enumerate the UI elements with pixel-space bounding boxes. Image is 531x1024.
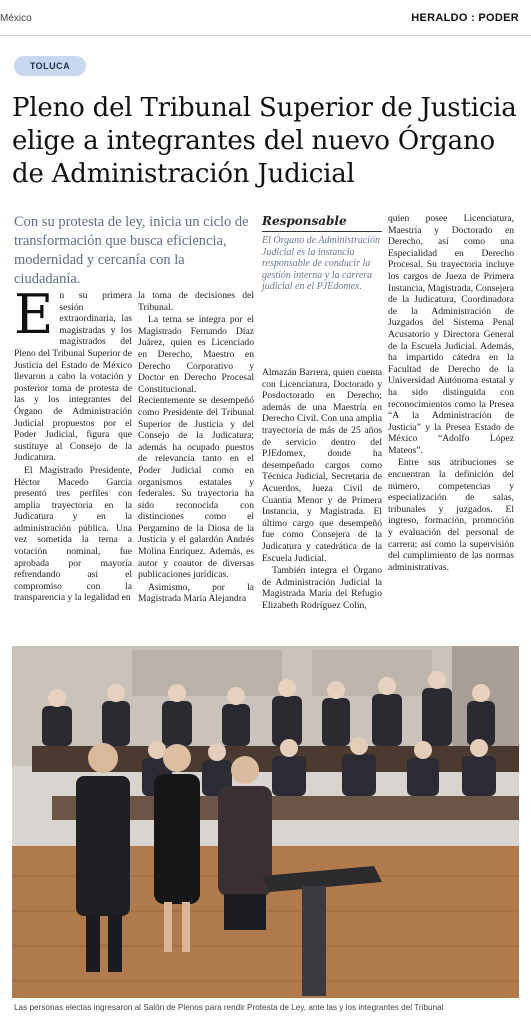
deck-subtitle: Con su protesta de ley, inicia un ciclo de transformación que busca eficiencia, modernidad y cercanía con la ciudadanía.	[14, 214, 249, 287]
headline: Pleno del Tribunal Superior de Justicia elige a integrantes del nuevo Órgano de Administración Judicial	[12, 93, 517, 189]
sidebar-box	[262, 214, 382, 293]
sidebar-title: Responsable	[262, 214, 382, 232]
top-bar	[0, 0, 531, 36]
news-photo	[12, 646, 519, 998]
photo-illustration	[12, 646, 519, 998]
paragraph-text: n su primera sesión extraordinaria, las magistradas y los magistrados del Pleno del Tribunal Superior de Justicia del Estado de México llevaron a cabo la votación y posterior toma de protesta de las y los integrantes del Órgano de Administración Judicial propuestos por el Poder Judicial, figura que sustituye al Consejo de la Judicatura.	[14, 290, 132, 464]
body-column-1	[14, 283, 132, 605]
body-paragraph: La terna se integra por el Magistrado Fernando Díaz Juárez, quien es Licenciado en Derecho, Maestro en Derecho Corporativo y Doctor en Derecho Procesal Constitucional. Recientemente se desempeñó como Presidente del Tribunal Superior de Justicia y del Consejo de la Judicatura; además ha ocupado puestos de relevancia tanto en el Poder Judicial como en organismos estatales y federales. Su trayectoria ha sido reconocida con distinciones como el Pergamino de la Diosa de la Justicia y el galardón Andrés Molina Enríquez. Además, es autor y coautor de diversas publicaciones jurídicas.	[138, 314, 254, 581]
newspaper-brand: HERALDO : PODER	[411, 12, 519, 24]
body-column-3	[262, 367, 382, 612]
body-paragraph: Entre sus atribuciones se encuentran la definición del número, competencias y especialización de salas, tribunales y juzgados. El ingreso, formación, promoción y evaluación del personal de carrera; así como la supervisión del cumplimiento de las normas administrativas.	[388, 457, 514, 573]
body-paragraph	[14, 283, 132, 464]
body-paragraph: Almazán Barrera, quien cuenta con Licenciatura, Doctorado y Posdoctorado en Derecho; además de una Maestría en Derecho Civil. Con una amplia trayectoria de más de 25 años de servicio dentro del PJEdomex, donde ha desempeñado cargos como Técnica Judicial, Secretaria de Acuerdos, Jueza Civil de Cuantía Menor y de Primera Instancia, y Magistrada. El último cargo que desempeñó fue como Consejera de la Judicatura y catedrática de la Escuela Judicial.	[262, 367, 382, 564]
section-tag: TOLUCA	[14, 56, 86, 76]
body-paragraph: También integra el Órgano de Administración Judicial la Magistrada María del Refugio Elizabeth Rodríguez Colín,	[262, 565, 382, 611]
body-column-4	[388, 213, 514, 574]
body-paragraph: la toma de decisiones del Tribunal.	[138, 290, 254, 313]
region-label: México	[0, 13, 32, 24]
dropcap: E	[14, 283, 54, 346]
body-paragraph: quien posee Licenciatura, Maestría y Doctorado en Derecho, así como una Especialidad en Derecho Procesal. Su trayectoria incluye los cargos de Jueza de Primera Instancia, Magistrada, Consejera de la Judicatura, Coordinadora de la Administración de Juzgados del Sistema Penal Acusatorio y Directora General de la Escuela Judicial. Además, ha impartido cátedra en la Facultad de Derecho de la Universidad Autónoma estatal y ha sido distinguida con reconocimientos como la Presea “A la Administración de Justicia” y la Presea Estado de México “Adolfo López Mateos”.	[388, 213, 514, 456]
body-paragraph: El Magistrado Presidente, Héctor Macedo García presentó tres perfiles con amplia trayectoria en la Judicatura y en la administración pública. Una vez sometida la terna a votación nominal, fue aprobada por mayoría refrendando así el compromiso con la transparencia y la legalidad en	[14, 464, 132, 604]
body-paragraph: Asimismo, por la Magistrada María Alejandra	[138, 581, 254, 605]
photo-caption: Las personas electas ingresaron al Salón de Plenos para rendir Protesta de Ley, ante las y los integrantes del Tribunal	[14, 1003, 444, 1012]
sidebar-text: El Órgano de Administración Judicial es la instancia responsable de conducir la gestión interna y la carrera judicial en el PJEdomex.	[262, 235, 381, 292]
body-column-2	[138, 290, 254, 606]
